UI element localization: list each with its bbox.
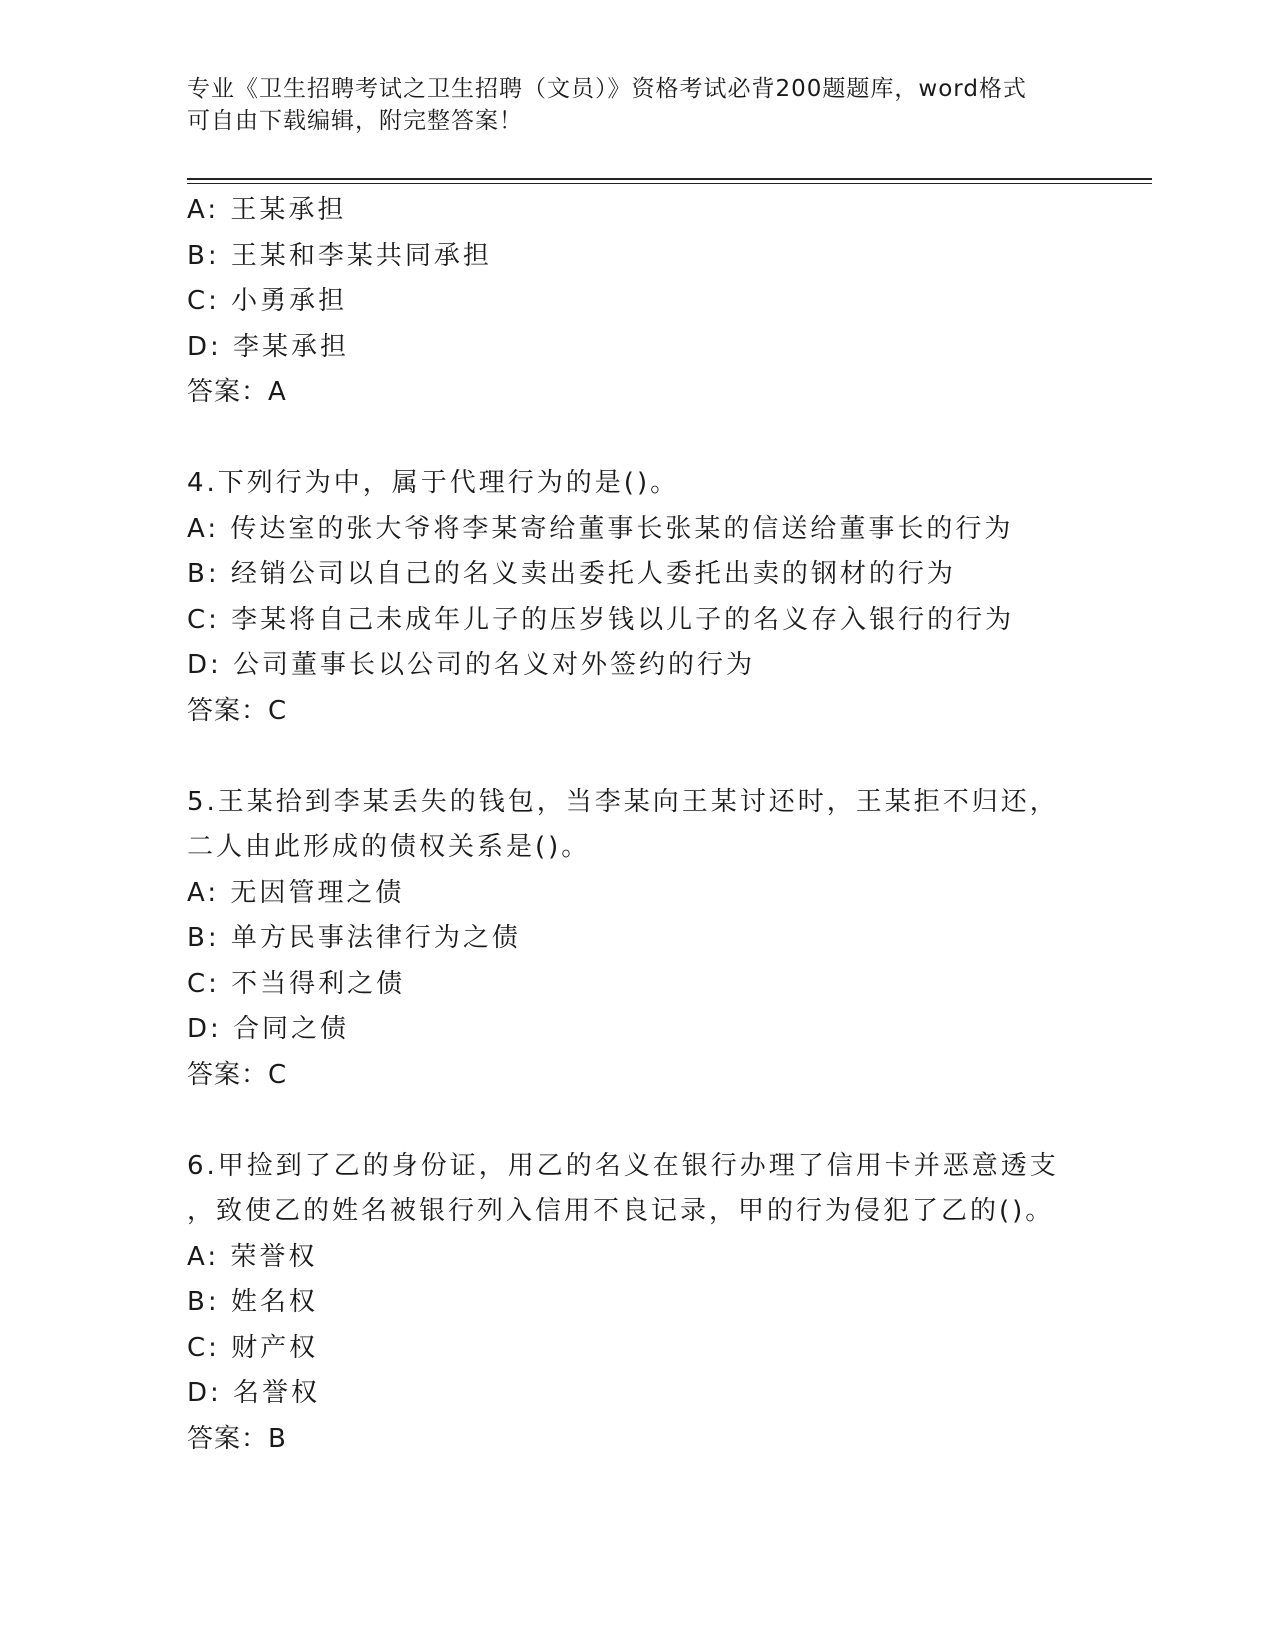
option-a: A: 传达室的张大爷将李某寄给董事长张某的信送给董事长的行为 <box>187 513 1014 544</box>
option-b: B: 王某和李某共同承担 <box>187 240 492 271</box>
spacer <box>187 1098 1152 1144</box>
question-stem: 6.甲捡到了乙的身份证，用乙的名义在银行办理了信用卡并恶意透支 <box>187 1150 1059 1181</box>
option-c: C: 不当得利之债 <box>187 968 406 999</box>
question-stem: 4.下列行为中，属于代理行为的是()。 <box>187 468 680 498</box>
option-c: C: 小勇承担 <box>187 286 348 316</box>
option-b: B: 经销公司以自己的名义卖出委托人委托出卖的钢材的行为 <box>187 559 956 589</box>
header-line-1: 专业《卫生招聘考试之卫生招聘（文员）》资格考试必背200题题库，word格式 <box>187 76 1027 102</box>
header-rule-thin <box>187 183 1152 184</box>
option-d: D: 合同之债 <box>187 1014 350 1044</box>
option-d: D: 李某承担 <box>187 331 350 362</box>
option-a: A: 无因管理之债 <box>187 877 405 908</box>
option-c: C: 李某将自己未成年儿子的压岁钱以儿子的名义存入银行的行为 <box>187 604 1015 635</box>
option-b: B: 姓名权 <box>187 1287 318 1317</box>
question-4 <box>187 461 1152 734</box>
answer-line: 答案：B <box>187 1423 287 1454</box>
document-header <box>187 73 1087 137</box>
question-stem-continued: ，致使乙的姓名被银行列入信用不良记录，甲的行为侵犯了乙的()。 <box>187 1196 1055 1226</box>
question-6 <box>187 1144 1152 1463</box>
option-d: D: 公司董事长以公司的名义对外签约的行为 <box>187 650 756 680</box>
question-5 <box>187 780 1152 1099</box>
spacer <box>187 416 1152 462</box>
header-rule-thick <box>187 178 1152 180</box>
option-a: A: 荣誉权 <box>187 1241 318 1272</box>
option-a: A: 王某承担 <box>187 195 347 225</box>
question-stem-continued: 二人由此形成的债权关系是()。 <box>187 832 591 862</box>
question-list <box>187 188 1152 1462</box>
header-line-2: 可自由下载编辑，附完整答案！ <box>187 108 523 134</box>
question-stem: 5.王某拾到李某丢失的钱包，当李某向王某讨还时，王某拒不归还， <box>187 786 1059 817</box>
option-b: B: 单方民事法律行为之债 <box>187 923 521 953</box>
option-d: D: 名誉权 <box>187 1378 321 1408</box>
answer-line: 答案：C <box>187 1059 288 1090</box>
spacer <box>187 734 1152 780</box>
option-c: C: 财产权 <box>187 1332 319 1363</box>
question-3 <box>187 188 1152 416</box>
answer-line: 答案：A <box>187 377 287 407</box>
answer-line: 答案：C <box>187 695 288 726</box>
